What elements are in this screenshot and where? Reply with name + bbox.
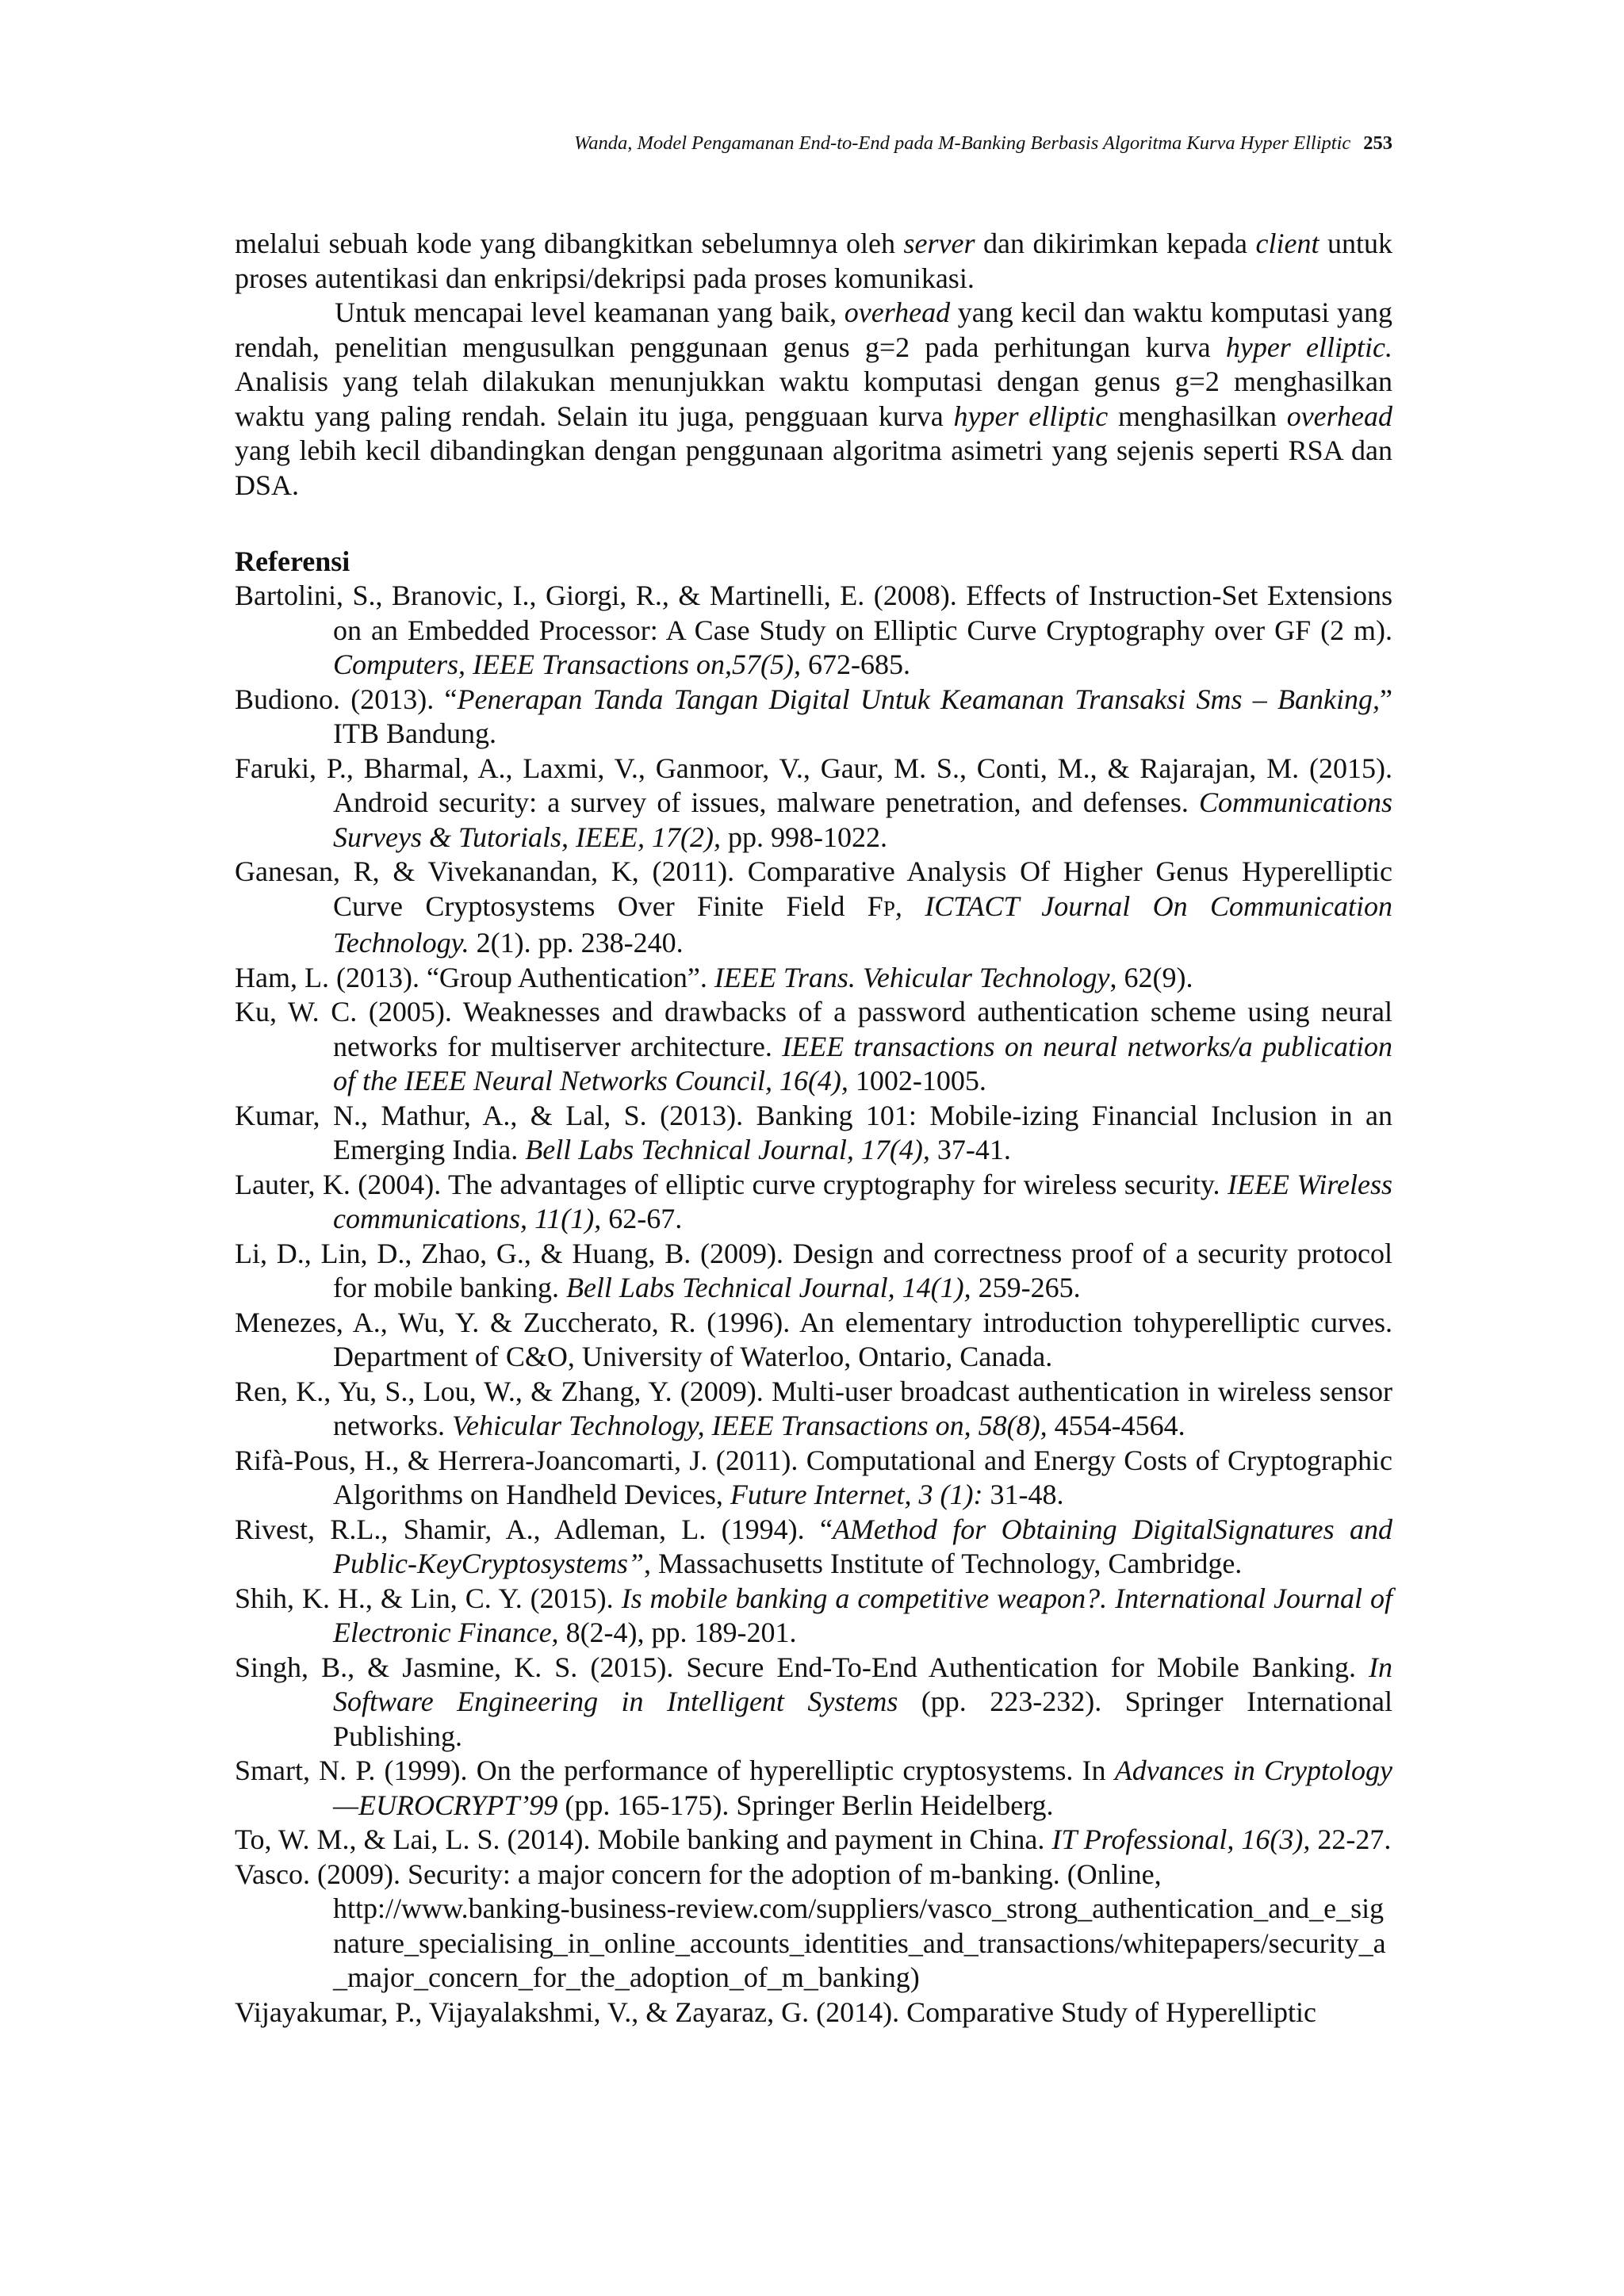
italic-term: overhead xyxy=(1286,400,1392,432)
text-run: menghasilkan xyxy=(1108,400,1287,432)
ref-text: Shih, K. H., & Lin, C. Y. (2015). xyxy=(235,1582,622,1614)
ref-text: Rivest, R.L., Shamir, A., Adleman, L. (1994). “ xyxy=(235,1513,833,1545)
reference-entry xyxy=(235,1582,1392,1651)
ref-source: IEEE transactions on neural networks/a publication of the IEEE Neural Networks Council, 16(4), xyxy=(333,1030,1392,1096)
ref-source: Is mobile banking a competitive weapon?. International Journal of Electronic Finance, xyxy=(333,1582,1392,1648)
paragraph-1 xyxy=(235,227,1392,296)
text-run: yang lebih kecil dibandingkan dengan penggunaan algoritma asimetri yang sejenis seperti RSA dan DSA. xyxy=(235,434,1392,501)
italic-term: hyper elliptic. xyxy=(1225,331,1392,363)
reference-entry xyxy=(235,579,1392,683)
ref-source: In Software Engineering in Intelligent Systems xyxy=(333,1651,1392,1717)
reference-list xyxy=(235,579,1392,2030)
ref-text: Ren, K., Yu, S., Lou, W., & Zhang, Y. (2009). Multi-user broadcast authentication in wireless sensor networks. xyxy=(235,1375,1392,1441)
ref-source: IEEE Wireless communications, 11(1), xyxy=(333,1168,1392,1234)
ref-text: Smart, N. P. (1999). On the performance of hyperelliptic cryptosystems. In xyxy=(235,1755,1115,1786)
ref-field-subscript: P xyxy=(883,896,895,920)
ref-tail: (pp. 165-175). Springer Berlin Heidelberg. xyxy=(557,1789,1054,1821)
text-run: Analisis yang telah dilakukan menunjukkan waktu komputasi dengan genus g=2 menghasilkan waktu yang paling rendah. Selain itu juga, pengguaan kurva xyxy=(235,365,1392,432)
text-run: untuk proses autentikasi dan enkripsi/dekripsi pada proses komunikasi. xyxy=(235,228,1392,294)
ref-source: IEEE Trans. Vehicular Technology xyxy=(714,961,1110,993)
page-number: 253 xyxy=(1363,132,1392,154)
ref-text: Menezes, A., Wu, Y. & Zuccherato, R. (1996). An elementary introduction tohyperelliptic curves. Department of C&O, University of Waterloo, Ontario, Canada. xyxy=(235,1306,1392,1372)
reference-entry xyxy=(235,683,1392,752)
running-head xyxy=(235,132,1392,155)
reference-entry xyxy=(235,961,1392,996)
paragraph-2 xyxy=(235,296,1392,503)
italic-term: client xyxy=(1255,228,1320,259)
reference-entry xyxy=(235,1996,1392,2030)
ref-text: Ganesan, R, & Vivekanandan, K, (2011). Comparative Analysis Of Higher Genus Hyperelliptic Curve Cryptosystems Over Finite Field F xyxy=(235,855,1392,922)
ref-tail: pp. 998-1022. xyxy=(720,821,887,853)
ref-tail: 259-265. xyxy=(971,1272,1081,1303)
ref-tail: 2(1). pp. 238-240. xyxy=(469,927,684,959)
reference-entry xyxy=(235,1444,1392,1513)
ref-text: Ham, L. (2013). “Group Authentication”. xyxy=(235,961,714,993)
ref-source: Future Internet, 3 (1): xyxy=(730,1479,983,1510)
reference-entry xyxy=(235,1375,1392,1444)
ref-text: To, W. M., & Lai, L. S. (2014). Mobile banking and payment in China. xyxy=(235,1823,1052,1855)
italic-term: hyper elliptic xyxy=(953,400,1109,432)
reference-entry xyxy=(235,752,1392,855)
reference-entry xyxy=(235,1306,1392,1375)
reference-entry xyxy=(235,1513,1392,1582)
ref-text: Singh, B., & Jasmine, K. S. (2015). Secure End-To-End Authentication for Mobile Banking. xyxy=(235,1651,1369,1683)
reference-entry xyxy=(235,1754,1392,1823)
italic-term: server xyxy=(903,228,975,259)
ref-text: Kumar, N., Mathur, A., & Lal, S. (2013). Banking 101: Mobile-izing Financial Inclusion in an Emerging India. xyxy=(235,1099,1392,1165)
reference-entry xyxy=(235,1099,1392,1168)
ref-text: Lauter, K. (2004). The advantages of elliptic curve cryptography for wireless security. xyxy=(235,1168,1228,1200)
ref-source: Computers, IEEE Transactions on,57(5), xyxy=(333,649,801,680)
ref-text: Vijayakumar, P., Vijayalakshmi, V., & Zayaraz, G. (2014). Comparative Study of Hyperelliptic xyxy=(235,1996,1316,2028)
reference-entry xyxy=(235,1651,1392,1755)
ref-text: Bartolini, S., Branovic, I., Giorgi, R., & Martinelli, E. (2008). Effects of Instruction-Set Extensions on an Embedded Processor: A Case Study on Elliptic Curve Cryptography over GF (2 m). xyxy=(235,580,1392,646)
reference-entry xyxy=(235,995,1392,1099)
reference-entry xyxy=(235,1858,1392,1996)
ref-text: Faruki, P., Bharmal, A., Laxmi, V., Ganmoor, V., Gaur, M. S., Conti, M., & Rajarajan, M. (2015). Android security: a survey of issues, malware penetration, and defenses. xyxy=(235,752,1392,818)
ref-source: Bell Labs Technical Journal, 17(4), xyxy=(525,1134,930,1165)
reference-entry xyxy=(235,1237,1392,1306)
ref-tail: , 62(9). xyxy=(1109,961,1193,993)
references-heading: Referensi xyxy=(235,545,350,577)
ref-source: Communications Surveys & Tutorials, IEEE, 17(2), xyxy=(333,786,1392,853)
ref-source: AMethod for Obtaining DigitalSignatures and Public-KeyCryptosystems” xyxy=(333,1513,1392,1579)
ref-source: Advances in Cryptology—EUROCRYPT’99 xyxy=(333,1755,1392,1821)
ref-source: , ICTACT Journal On Communication Technology. xyxy=(333,890,1392,959)
reference-entry xyxy=(235,1823,1392,1858)
text-run: melalui sebuah kode yang dibangkitkan sebelumnya oleh xyxy=(235,228,904,259)
ref-source: Penerapan Tanda Tangan Digital Untuk Keamanan Transaksi Sms – Banking, xyxy=(457,683,1381,715)
text-run: yang kecil dan waktu komputasi yang rendah, penelitian mengusulkan penggunaan genus g=2 pada perhitungan kurva xyxy=(235,297,1392,363)
italic-term: overhead xyxy=(844,297,951,328)
ref-tail: , Massachusetts Institute of Technology, Cambridge. xyxy=(643,1548,1243,1579)
ref-source: Vehicular Technology, IEEE Transactions on, 58(8), xyxy=(451,1410,1048,1441)
ref-text: Budiono. (2013). “ xyxy=(235,683,458,715)
ref-tail: 31-48. xyxy=(982,1479,1064,1510)
reference-entry xyxy=(235,855,1392,961)
text-run: dan dikirimkan kepada xyxy=(975,228,1256,259)
reference-entry xyxy=(235,1168,1392,1237)
ref-text: Ku, W. C. (2005). Weaknesses and drawbacks of a password authentication scheme using neural networks for multiserver architecture. xyxy=(235,996,1392,1062)
ref-tail: 4554-4564. xyxy=(1047,1410,1185,1441)
ref-source: IT Professional, 16(3), xyxy=(1051,1823,1311,1855)
ref-tail: 62-67. xyxy=(601,1203,683,1234)
ref-source: Bell Labs Technical Journal, 14(1), xyxy=(565,1272,971,1303)
running-head-title: Wanda, Model Pengamanan End-to-End pada M-Banking Berbasis Algoritma Kurva Hyper Elliptic xyxy=(574,132,1351,154)
body-text xyxy=(235,227,1392,503)
ref-tail: 22-27. xyxy=(1310,1823,1392,1855)
text-run: Untuk mencapai level keamanan yang baik, xyxy=(335,297,845,328)
ref-text: Rifà-Pous, H., & Herrera-Joancomarti, J. (2011). Computational and Energy Costs of Cryptographic Algorithms on Handheld Devices, xyxy=(235,1444,1392,1510)
ref-tail: 1002-1005. xyxy=(848,1065,986,1096)
ref-text: Vasco. (2009). Security: a major concern for the adoption of m-banking. (Online, xyxy=(235,1858,1162,1890)
ref-tail: ” ITB Bandung. xyxy=(333,683,1392,749)
ref-text: Li, D., Lin, D., Zhao, G., & Huang, B. (2009). Design and correctness proof of a security protocol for mobile banking. xyxy=(235,1237,1392,1303)
ref-url: http://www.banking-business-review.com/suppliers/vasco_strong_authentication_and_e_signature_specialising_in_online_accounts_identities_and_transactions/whitepapers/security_a_major_concern_for_the_adoption_of_m_banking) xyxy=(333,1892,1386,1993)
ref-tail: 8(2-4), pp. 189-201. xyxy=(558,1617,797,1648)
ref-tail: 672-685. xyxy=(801,649,910,680)
ref-tail: (pp. 223-232). Springer International Publishing. xyxy=(333,1686,1392,1752)
ref-tail: 37-41. xyxy=(929,1134,1011,1165)
